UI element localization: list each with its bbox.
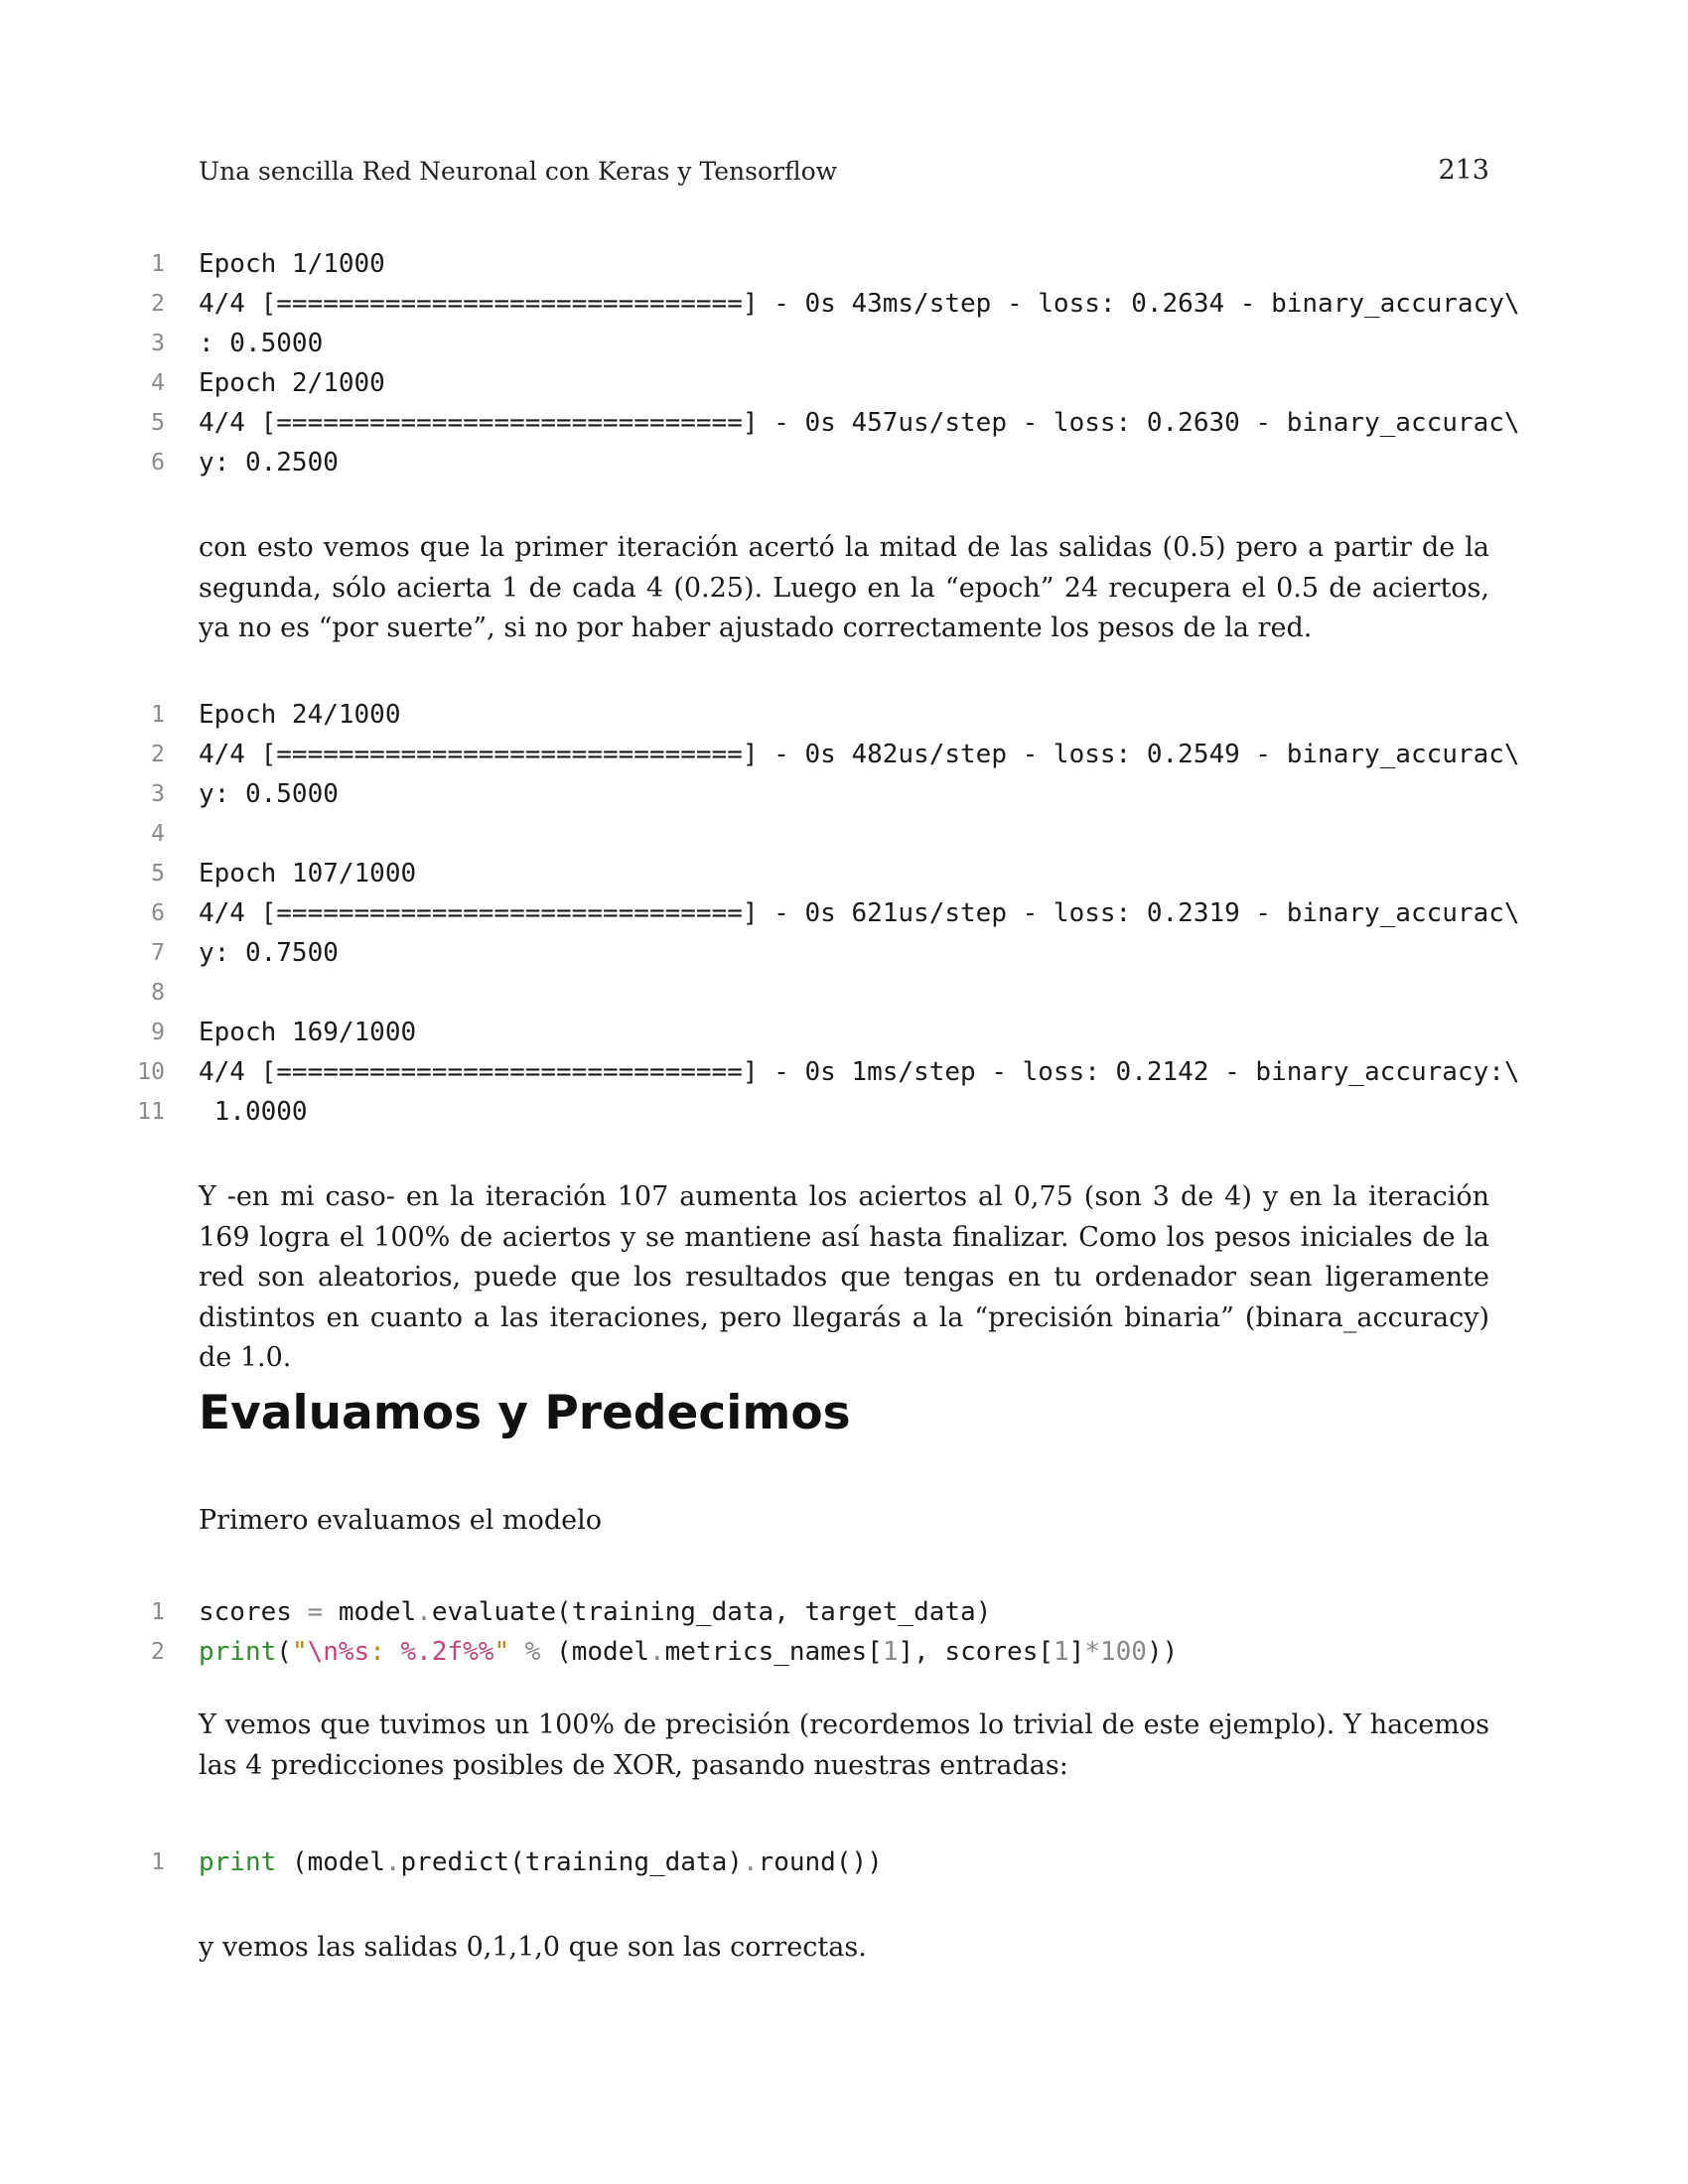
- code-line: [0, 363, 1688, 403]
- code-line: [0, 403, 1688, 443]
- code-line: [0, 1092, 1688, 1132]
- line-number: 11: [137, 1099, 165, 1125]
- code-text: Epoch 1/1000: [199, 249, 385, 279]
- code-text: y: 0.2500: [199, 448, 339, 478]
- line-number: 1: [151, 1849, 165, 1875]
- line-number: 1: [151, 1599, 165, 1625]
- paragraph-evaluate-intro: Primero evaluamos el modelo: [199, 1505, 602, 1536]
- code-text: 4/4 [==============================] - 0s 621us/step - loss: 0.2319 - binary_accurac\: [199, 898, 1520, 928]
- line-number: 2: [151, 1639, 165, 1665]
- code-block-training-log-1: [0, 244, 1688, 482]
- line-number: 9: [151, 1020, 165, 1045]
- code-block-evaluate: [0, 1592, 1688, 1672]
- code-line: [0, 443, 1688, 482]
- code-text: scores = model.evaluate(training_data, target_data): [199, 1597, 992, 1627]
- code-text: 4/4 [==============================] - 0s 482us/step - loss: 0.2549 - binary_accurac\: [199, 740, 1520, 769]
- code-block-training-log-2: [0, 695, 1688, 1132]
- line-number: 4: [151, 370, 165, 396]
- code-line: [0, 1592, 1688, 1632]
- line-number: 7: [151, 940, 165, 966]
- line-number: 10: [137, 1059, 165, 1085]
- line-number: 1: [151, 251, 165, 277]
- section-heading: Evaluamos y Predecimos: [199, 1386, 851, 1440]
- code-text: print("\n%s: %.2f%%" % (model.metrics_names[1], scores[1]*100)): [199, 1637, 1179, 1667]
- code-text: 4/4 [==============================] - 0s 1ms/step - loss: 0.2142 - binary_accuracy:\: [199, 1057, 1520, 1087]
- code-line: [0, 973, 1688, 1013]
- running-title: Una sencilla Red Neuronal con Keras y Tensorflow: [199, 157, 838, 186]
- code-text: 1.0000: [199, 1097, 308, 1127]
- code-text: y: 0.7500: [199, 938, 339, 968]
- line-number: 8: [151, 980, 165, 1006]
- code-line: [0, 893, 1688, 933]
- line-number: 5: [151, 410, 165, 436]
- code-text: 4/4 [==============================] - 0s 457us/step - loss: 0.2630 - binary_accurac\: [199, 408, 1520, 438]
- code-line: [0, 1843, 1688, 1882]
- code-text: 4/4 [==============================] - 0s 43ms/step - loss: 0.2634 - binary_accuracy\: [199, 289, 1520, 319]
- code-line: [0, 324, 1688, 363]
- code-line: [0, 1632, 1688, 1672]
- page-number: 213: [1438, 155, 1489, 186]
- code-block-predict: [0, 1843, 1688, 1882]
- code-line: [0, 1052, 1688, 1092]
- paragraph-outputs: y vemos las salidas 0,1,1,0 que son las correctas.: [199, 1932, 867, 1963]
- code-line: [0, 774, 1688, 814]
- code-text: Epoch 24/1000: [199, 700, 401, 730]
- line-number: 5: [151, 861, 165, 887]
- code-line: [0, 735, 1688, 774]
- code-line: [0, 933, 1688, 973]
- code-text: Epoch 2/1000: [199, 368, 385, 398]
- line-number: 1: [151, 702, 165, 728]
- code-text: y: 0.5000: [199, 779, 339, 809]
- paragraph-precision-result: Y vemos que tuvimos un 100% de precisión (recordemos lo trivial de este ejemplo). Y hacemos las 4 predicciones posibles de XOR, pasando nuestras entradas:: [199, 1709, 1489, 1781]
- code-text: Epoch 169/1000: [199, 1018, 417, 1047]
- line-number: 4: [151, 821, 165, 847]
- code-line: [0, 284, 1688, 324]
- code-text: Epoch 107/1000: [199, 859, 417, 888]
- line-number: 2: [151, 742, 165, 767]
- paragraph-first-iteration: con esto vemos que la primer iteración acertó la mitad de las salidas (0.5) pero a partir de la segunda, sólo acierta 1 de cada 4 (0.25). Luego en la “epoch” 24 recupera el 0.5 de aciertos, ya no es “por suerte”, si no por haber ajustado correctamente los pesos de la red.: [199, 532, 1489, 643]
- code-text: : 0.5000: [199, 329, 324, 358]
- code-line: [0, 854, 1688, 893]
- line-number: 3: [151, 781, 165, 807]
- line-number: 6: [151, 450, 165, 476]
- code-line: [0, 1013, 1688, 1052]
- code-line: [0, 695, 1688, 735]
- line-number: 3: [151, 331, 165, 356]
- line-number: 2: [151, 291, 165, 317]
- code-line: [0, 814, 1688, 854]
- paragraph-iteration-results: Y -en mi caso- en la iteración 107 aumenta los aciertos al 0,75 (son 3 de 4) y en la iteración 169 logra el 100% de aciertos y se mantiene así hasta finalizar. Como los pesos iniciales de la red son aleatorios, puede que los resultados que tengas en tu ordenador sean ligeramente distintos en cuanto a las iteraciones, pero llegarás a la “precisión binaria” (binara_accuracy) de 1.0.: [199, 1181, 1489, 1373]
- code-text: print (model.predict(training_data).round()): [199, 1847, 883, 1877]
- line-number: 6: [151, 900, 165, 926]
- code-line: [0, 244, 1688, 284]
